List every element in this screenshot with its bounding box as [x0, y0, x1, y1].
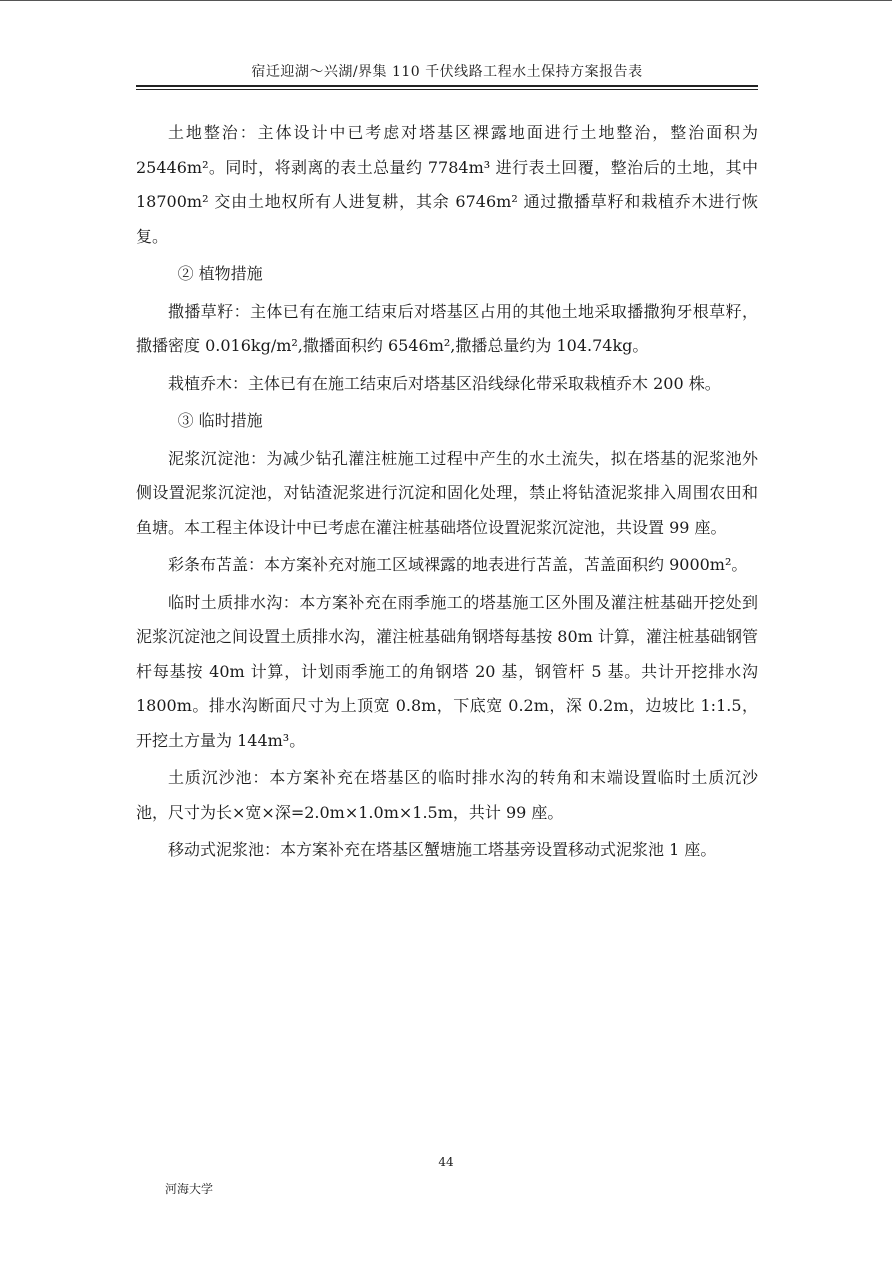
paragraph-tree-planting: 栽植乔木：主体已有在施工结束后对塔基区沿线绿化带采取栽植乔木 200 株。 — [168, 373, 721, 393]
paragraph-grass-seeding: 撒播草籽：主体已有在施工结束后对塔基区占用的其他土地采取播撒狗牙根草籽，撒播密度 0.016kg/m²,撒播面积约 6546m²,撒播总量约为 104.74kg。 — [136, 301, 758, 355]
paragraph-mobile-mud-pit: 移动式泥浆池：本方案补充在塔基区蟹塘施工塔基旁设置移动式泥浆池 1 座。 — [168, 840, 717, 859]
body-content — [136, 116, 758, 868]
paragraph-drainage-ditch: 临时土质排水沟：本方案补充在雨季施工的塔基施工区外围及灌注桩基础开挖处到泥浆沉淀池之间设置土质排水沟，灌注桩基础角钢塔每基按 80m 计算，灌注桩基础钢管杆每基按 40m 计算，计划雨季施工的角钢塔 20 基，钢管杆 5 基。共计开挖排水沟 1800m。排水沟断面尺寸为上顶宽 0.8m，下底宽 0.2m，深 0.2m，边坡比 1:1.5，开挖土方量为 144m³。 — [136, 592, 758, 750]
page-header-title: 宿迁迎湖～兴湖/界集 110 千伏线路工程水土保持方案报告表 — [251, 64, 643, 80]
page-top-border — [0, 0, 892, 1]
paragraph-land-grading: 土地整治：主体设计中已考虑对塔基区裸露地面进行土地整治，整治面积为 25446m²。同时，将剥离的表土总量约 7784m³ 进行表土回覆，整治后的土地，其中 18700m² 交由土地权所有人进复耕，其余 6746m² 通过撒播草籽和栽植乔木进行恢复。 — [136, 123, 758, 246]
subheading-plant-measures: ② 植物措施 — [177, 264, 263, 283]
page-number: 44 — [438, 1155, 454, 1169]
subheading-temporary-measures: ③ 临时措施 — [177, 411, 263, 430]
header-rule-thin — [136, 89, 758, 90]
paragraph-sediment-basin: 土质沉沙池：本方案补充在塔基区的临时排水沟的转角和末端设置临时土质沉沙池，尺寸为长×宽×深=2.0m×1.0m×1.5m，共计 99 座。 — [136, 768, 758, 822]
paragraph-mud-settling-pond: 泥浆沉淀池：为减少钻孔灌注桩施工过程中产生的水土流失，拟在塔基的泥浆池外侧设置泥浆沉淀池，对钻渣泥浆进行沉淀和固化处理，禁止将钻渣泥浆排入周围农田和鱼塘。本工程主体设计中已考虑在灌注桩基础塔位设置泥浆沉淀池，共设置 99 座。 — [136, 448, 758, 537]
footer-institution: 河海大学 — [165, 1182, 214, 1196]
paragraph-tarp-cover: 彩条布苫盖：本方案补充对施工区域裸露的地表进行苫盖，苫盖面积约 9000m²。 — [168, 555, 748, 574]
header-rule-thick — [136, 85, 758, 87]
